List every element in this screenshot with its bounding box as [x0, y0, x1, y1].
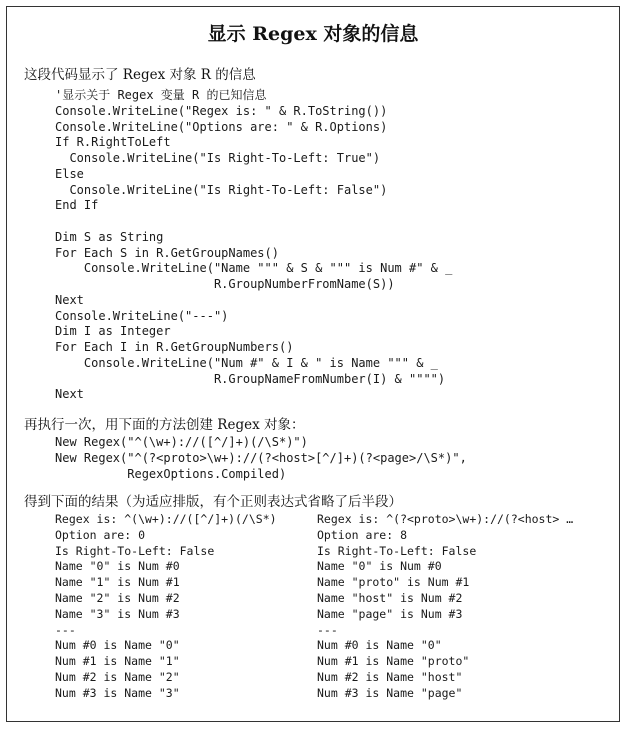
output-line: Name "0" is Num #0	[317, 559, 442, 574]
output-line: Name "page" is Num #3	[317, 606, 463, 621]
output-line: Name "1" is Num #1	[55, 575, 180, 590]
result-text: 得到下面的结果（为适应排版，有个正则表达式省略了后半段）	[24, 494, 402, 510]
intro-text: 这段代码显示了 Regex 对象 R 的信息	[24, 67, 256, 83]
output-line: Regex is: ^(\w+)://([^/]+)(/\S*)	[55, 512, 277, 526]
code-line: Console.WriteLine("---")	[55, 308, 229, 323]
output-line: Num #2 is Name "2"	[55, 669, 180, 684]
code-line: Next	[55, 387, 84, 402]
output-line: Num #0 is Name "0"	[55, 638, 180, 653]
output-line: Num #0 is Name "0"	[317, 638, 442, 653]
output-line: Name "2" is Num #2	[55, 590, 180, 605]
output-line: Num #2 is Name "host"	[317, 669, 463, 684]
code-line	[55, 214, 452, 230]
code-line: New Regex("^(?<proto>\w+)://(?<host>[^/]+)(?<page>/\S*)",	[55, 450, 467, 465]
output-line: Num #3 is Name "3"	[55, 685, 180, 700]
code-line: For Each S in R.GetGroupNames()	[55, 245, 279, 260]
code-line: New Regex("^(\w+)://([^/]+)(/\S*)")	[55, 435, 308, 449]
box-title: 显示 Regex 对象的信息	[207, 23, 419, 45]
code-line: End If	[55, 198, 99, 213]
output-left-column	[55, 512, 277, 702]
code-listing	[55, 88, 452, 403]
output-line: Is Right-To-Left: False	[55, 543, 215, 558]
code-line: R.GroupNumberFromName(S))	[55, 277, 395, 291]
output-line: Option are: 0	[55, 527, 146, 542]
output-line: Name "host" is Num #2	[317, 590, 463, 605]
output-line: Name "0" is Num #0	[55, 559, 180, 574]
output-line: Name "3" is Num #3	[55, 606, 180, 621]
code-line: RegexOptions.Compiled)	[55, 466, 287, 481]
code-line: For Each I in R.GetGroupNumbers()	[55, 340, 294, 354]
output-right-column	[317, 512, 573, 702]
output-line: Num #1 is Name "1"	[55, 654, 180, 669]
output-line: Regex is: ^(?<proto>\w+)://(?<host> …	[317, 512, 574, 526]
rerun-code-listing	[55, 435, 467, 482]
code-line: Console.WriteLine("Is Right-To-Left: False")	[55, 182, 388, 197]
code-line: Dim S as String	[55, 229, 164, 244]
output-line: Num #1 is Name "proto"	[317, 654, 470, 669]
code-line: Console.WriteLine("Name """ & S & """ is Num #" & _	[55, 261, 453, 276]
output-line: Is Right-To-Left: False	[317, 543, 477, 558]
code-line: Console.WriteLine("Num #" & I & " is Name """ & _	[55, 355, 438, 370]
code-line: '显示关于 Regex 变量 R 的已知信息	[55, 88, 267, 102]
output-line: ---	[55, 622, 76, 637]
code-line: Next	[55, 292, 84, 307]
code-line: Else	[55, 166, 84, 181]
output-line: Num #3 is Name "page"	[317, 685, 463, 700]
code-line: If R.RightToLeft	[55, 135, 171, 150]
output-line: ---	[317, 622, 338, 637]
code-line: Console.WriteLine("Regex is: " & R.ToString())	[55, 103, 388, 118]
code-line: Dim I as Integer	[55, 324, 171, 339]
output-line: Option are: 8	[317, 527, 408, 542]
code-line: Console.WriteLine("Is Right-To-Left: True")	[55, 151, 381, 165]
code-line: Console.WriteLine("Options are: " & R.Options)	[55, 119, 388, 134]
output-line: Name "proto" is Num #1	[317, 575, 470, 590]
rerun-text: 再执行一次，用下面的方法创建 Regex 对象：	[24, 417, 305, 433]
code-line: R.GroupNameFromNumber(I) & """")	[55, 371, 446, 386]
